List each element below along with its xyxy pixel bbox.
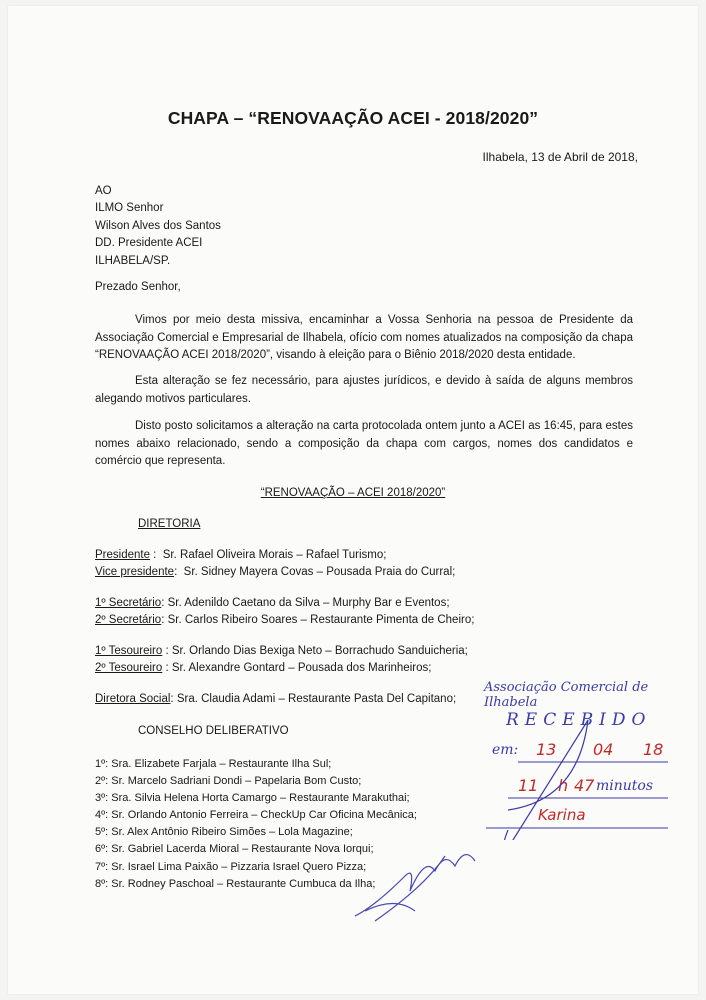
address-line: DD. Presidente ACEI [95,237,203,250]
signature-icon [345,836,495,926]
diretoria-member: 2º Secretário: Sr. Carlos Ribeiro Soares – Restaurante Pimenta de Cheiro; [95,614,475,626]
list-item: 2º: Sr. Marcelo Sadriani Dondi – Papelaria Bom Custo; [95,775,362,788]
chapa-subtitle: “RENOVAAÇÃO – ACEI 2018/2020” [260,487,446,499]
stamp-h-label: h [558,776,569,795]
list-item: 6º: Sr. Gabriel Lacerda Mioral – Restaurante Nova Iorqui; [95,843,374,856]
diretoria-member: Presidente : Sr. Rafael Oliveira Morais – Rafael Turismo; [95,549,387,561]
stamp-minute: 47 [574,776,595,795]
stamp-lines [478,680,688,840]
received-stamp [478,680,688,840]
address-line: ILMO Senhor [95,202,164,215]
greeting: Prezado Senhor, [95,281,181,293]
letter-date: Ilhabela, 13 de Abril de 2018, [482,150,638,164]
address-line: ILHABELA/SP. [95,254,171,267]
body-paragraph-1: Vimos por meio desta missiva, encaminhar a Vossa Senhoria na pessoa de Presidente da Associação Comercial e Empresarial de Ilhabela, ofício com nomes atualizados na composição da chapa “RENOVAAÇÃO ACEI 2018/2020”, visando à eleição para o Biênio 2018/2020 desta entidade. [95,314,633,362]
body-paragraph-3: Disto posto solicitamos a alteração na carta protocolada ontem junto a ACEI as 16:45, para estes nomes abaixo relacionado, sendo a composição da chapa com cargos, nomes dos candidatos e comércio que representa. [95,420,633,468]
diretoria-member: 1º Tesoureiro : Sr. Orlando Dias Bexiga Neto – Borrachudo Sanduicheria; [95,645,468,657]
stamp-em-label: em: [492,742,519,758]
address-line: AO [95,185,112,197]
list-item: 5º: Sr. Alex Antônio Ribeiro Simões – Lola Magazine; [95,826,353,839]
diretoria-member: Vice presidente: Sr. Sidney Mayera Covas – Pousada Praia do Curral; [95,566,456,578]
recipient-address [95,183,221,270]
body-paragraph-2: Esta alteração se fez necessário, para ajustes jurídicos, e devido à saída de alguns membros alegando motivos particulares. [95,375,633,405]
stamp-hour: 11 [518,776,539,795]
stamp-month: 04 [593,740,614,759]
diretoria-member: 1º Secretário: Sr. Adenildo Caetano da Silva – Murphy Bar e Eventos; [95,597,450,609]
list-item: 1º: Sra. Elizabete Farjala – Restaurante Ilha Sul; [95,758,332,770]
stamp-association: Associação Comercial de Ilhabela [484,680,649,710]
list-item: 8º: Sr. Rodney Paschoal – Restaurante Cumbuca da Ilha; [95,877,376,890]
address-line: Wilson Alves dos Santos [95,219,221,232]
diretoria-member: 2º Tesoureiro : Sr. Alexandre Gontard – Pousada dos Marinheiros; [95,662,432,674]
document-title: CHAPA – “RENOVAAÇÃO ACEI - 2018/2020” [167,108,539,128]
list-item: 7º: Sr. Israel Lima Paixão – Pizzaria Israel Quero Pizza; [95,860,367,873]
diretoria-member: Diretora Social: Sra. Claudia Adami – Restaurante Pasta Del Capitano; [95,693,457,705]
stamp-day: 13 [536,740,557,759]
stamp-year: 18 [643,740,664,759]
stamp-received: RECEBIDO [506,710,652,730]
list-item: 3º: Sra. Silvia Helena Horta Camargo – Restaurante Marakuthai; [95,792,410,805]
diretoria-heading: DIRETORIA [138,518,201,530]
conselho-heading: CONSELHO DELIBERATIVO [138,725,289,737]
stamp-signer: Karina [538,806,586,824]
stamp-minutes-label: minutos [596,778,654,794]
list-item: 4º: Sr. Orlando Antonio Ferreira – CheckUp Car Oficina Mecânica; [95,809,417,822]
